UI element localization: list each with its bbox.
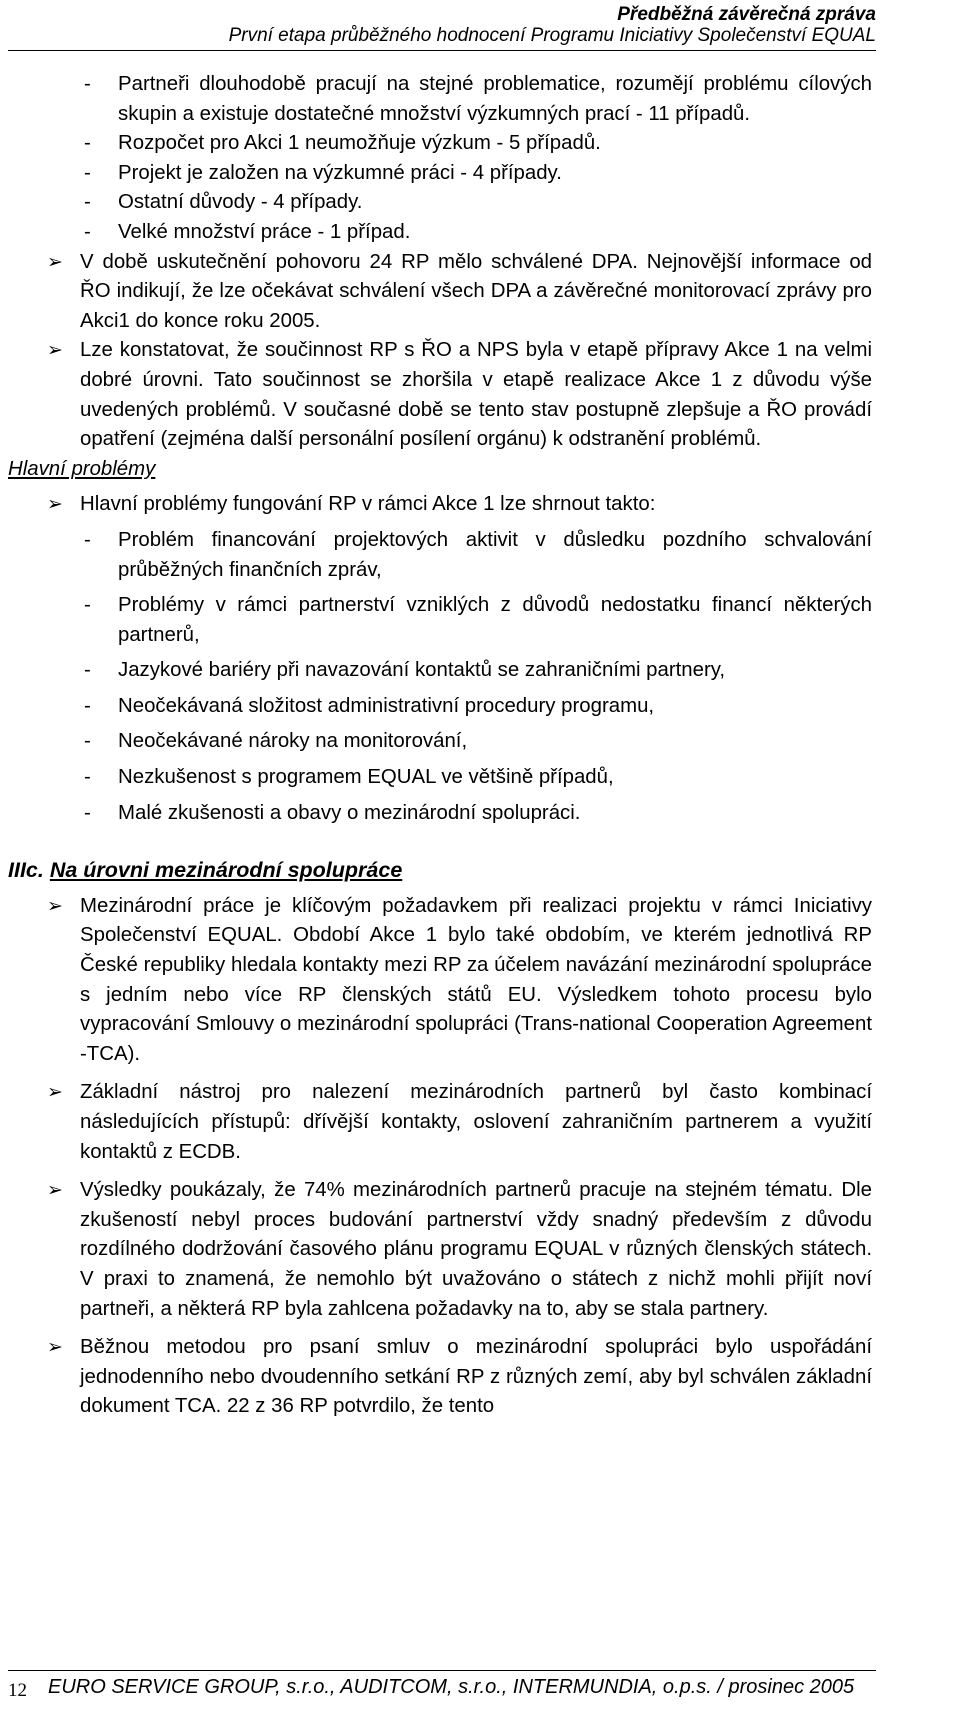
bullet-item [8,1176,872,1324]
bullet-text: Mezinárodní práce je klíčovým požadavkem při realizaci projektu v rámci Iniciativy Společenství EQUAL. Období Akce 1 bylo také obdobím, ve kterém jednotlivá RP České republiky hledala kontakty mezi RP za účelem navázání mezinárodní spolupráce s jedním nebo více RP členských států EU. Výsledkem tohoto procesu bylo vypracování Smlouvy o mezinárodní spolupráci (Trans-national Cooperation Agreement -TCA). [80,894,872,1065]
arrow-bullet-icon: ➢ [47,1081,63,1104]
arrow-bullet-icon: ➢ [47,1336,63,1359]
bullet-text: V době uskutečnění pohovoru 24 RP mělo schválené DPA. Nejnovější informace od ŘO indikují, že lze očekávat schválení všech DPA a závěrečné monitorovací zprávy pro Akci1 do konce roku 2005. [80,250,872,332]
list-item: - Neočekávané nároky na monitorování, [8,727,872,757]
list-item: - Problém financování projektových aktivit v důsledku pozdního schvalování průběžných finančních zpráv, [8,526,872,585]
document-body [8,70,872,1422]
list-item: - Ostatní důvody - 4 případy. [8,188,872,218]
bullet-item [8,1333,872,1422]
bullet-item [8,336,872,454]
section-title: Na úrovni mezinárodní spolupráce [49,858,403,883]
bullet-item [8,248,872,337]
list-item: - Nezkušenost s programem EQUAL ve většině případů, [8,763,872,793]
bullet-text: Běžnou metodou pro psaní smluv o mezinárodní spolupráci bylo uspořádání jednodenního nebo dvoudenního setkání RP z různých zemí, aby byl schválen základní dokument TCA. 22 z 36 RP potvrdilo, že tento [80,1336,872,1418]
list-item: - Malé zkušenosti a obavy o mezinárodní spolupráci. [8,799,872,829]
list-item: - Projekt je založen na výzkumné práci - 4 případy. [8,159,872,189]
arrow-bullet-icon: ➢ [47,250,63,273]
list-item: - Jazykové bariéry při navazování kontaktů se zahraničními partnery, [8,656,872,686]
page-number: 12 [8,1680,27,1701]
header-divider [8,50,876,51]
list-item: - Velké množství práce - 1 případ. [8,218,872,248]
problems-heading: Hlavní problémy [8,457,156,480]
list-item: - Problémy v rámci partnerství vzniklých z důvodů nedostatku financí některých partnerů, [8,591,872,650]
bullet-text: Hlavní problémy fungování RP v rámci Akce 1 lze shrnout takto: [80,493,656,516]
section-heading [8,856,872,886]
bullet-item [8,490,872,520]
bullet-item [8,892,872,1070]
list-item: - Partneři dlouhodobě pracují na stejné problematice, rozumějí problému cílových skupin a existuje dostatečné množství výzkumných prací - 11 případů. [8,70,872,129]
arrow-bullet-icon: ➢ [47,339,63,362]
bullet-text: Výsledky poukázaly, že 74% mezinárodních partnerů pracuje na stejném tématu. Dle zkušeností nebyl proces budování partnerství vždy snadný především z důvodu rozdílného dodržování časového plánu programu EQUAL v různých členských státech. V praxi to znamená, že nemohlo být uvažováno o státech z nichž mohli přijít noví partneři, a některá RP byla zahlcena požadavky na to, aby se stala partnery. [80,1179,872,1320]
header-title: Předběžná závěrečná zpráva [617,4,876,25]
arrow-bullet-icon: ➢ [47,493,63,516]
footer-text: EURO SERVICE GROUP, s.r.o., AUDITCOM, s.r.o., INTERMUNDIA, o.p.s. / prosinec 2005 [48,1676,855,1698]
bullet-item [8,1078,872,1167]
section-number: IIIc. [8,858,44,883]
arrow-bullet-icon: ➢ [47,894,63,917]
bullet-text: Základní nástroj pro nalezení mezinárodních partnerů byl často kombinací následujících přístupů: dřívější kontakty, oslovení zahraničním partnerem a využití kontaktů z ECDB. [80,1081,872,1163]
bullet-text: Lze konstatovat, že součinnost RP s ŘO a NPS byla v etapě přípravy Akce 1 na velmi dobré úrovni. Tato součinnost se zhoršila v etapě realizace Akce 1 z důvodu výše uvedených problémů. V současné době se tento stav postupně zlepšuje a ŘO provádí opatření (zejména další personální posílení orgánu) k odstranění problémů. [80,339,872,451]
list-item: - Rozpočet pro Akci 1 neumožňuje výzkum - 5 případů. [8,129,872,159]
arrow-bullet-icon: ➢ [47,1179,63,1202]
footer-divider [8,1670,876,1671]
header-subtitle: První etapa průběžného hodnocení Programu Iniciativy Společenství EQUAL [228,25,876,46]
list-item: - Neočekávaná složitost administrativní procedury programu, [8,692,872,722]
